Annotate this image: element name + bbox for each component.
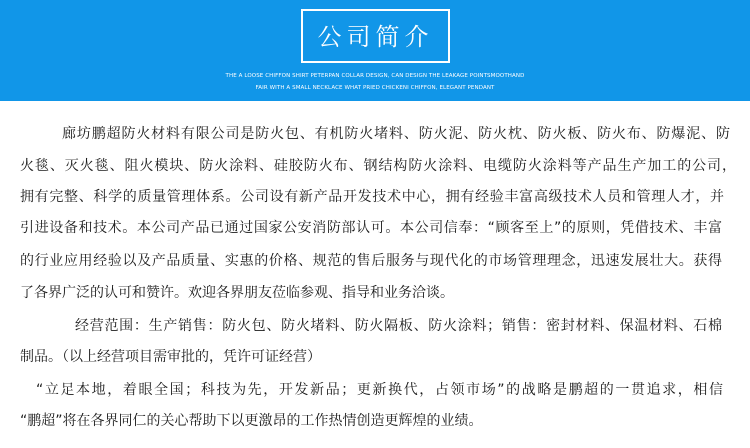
header-banner xyxy=(0,0,750,101)
page-title: 公司简介 xyxy=(317,23,434,51)
paragraph-1-line-2: 火毯、灭火毯、阻火模块、防火涂料、硅胶防火布、钢结构防火涂料、电缆防火涂料等产品生产加工的公司， xyxy=(20,158,736,174)
paragraph-2-line-2: 制品。（以上经营项目需审批的，凭许可证经营） xyxy=(20,349,321,365)
subtitle-line-1: THE A LOOSE CHIFFON SHIRT PETERPAN COLLAR DESIGN, CAN DESIGN THE LEAKAGE POINTSMOOTHAND xyxy=(225,73,525,79)
title-box xyxy=(301,9,450,63)
paragraph-1-line-3: 拥有完整、科学的质量管理体系。公司设有新产品开发技术中心，拥有经验丰富高级技术人员和管理人才，并 xyxy=(20,189,724,205)
paragraph-3-line-2: “鹏超”将在各界同仁的关心帮助下以更激昂的工作热情创造更辉煌的业绩。 xyxy=(20,413,483,429)
paragraph-1-line-1: 廊坊鹏超防火材料有限公司是防火包、有机防火堵料、防火泥、防火枕、防火板、防火布、防爆泥、防 xyxy=(62,126,730,142)
paragraph-1-line-6: 了各界广泛的认可和赞许。欢迎各界朋友莅临参观、指导和业务洽谈。 xyxy=(20,285,454,301)
subtitle-line-2: FAIR WITH A SMALL NECKLACE WHAT PRIED CHICKENI CHIFFON, ELEGANT PENDANT xyxy=(255,85,495,91)
paragraph-2-line-1: 经营范围：生产销售：防火包、防火堵料、防火隔板、防火涂料；销售：密封材料、保温材料、石棉 xyxy=(75,318,722,334)
paragraph-3-line-1: “立足本地，着眼全国；科技为先，开发新品；更新换代，占领市场”的战略是鹏超的一贯追求，相信 xyxy=(36,382,723,398)
paragraph-1-line-5: 的行业应用经验以及产品质量、实惠的价格、规范的售后服务与现代化的市场管理理念，迅速发展壮大。获得 xyxy=(20,253,722,269)
paragraph-1-line-4: 引进设备和技术。本公司产品已通过国家公安消防部认可。本公司信奉：“顾客至上”的原则，凭借技术、丰富 xyxy=(20,220,722,236)
